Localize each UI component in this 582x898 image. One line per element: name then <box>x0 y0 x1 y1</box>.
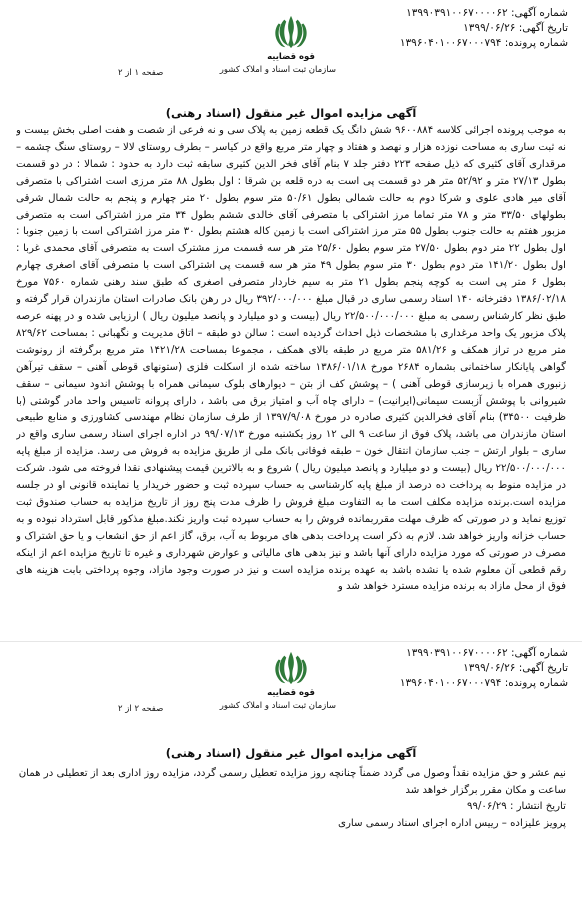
notice-title: آگهی مزایده اموال غیر منقول (اسناد رهنی) <box>165 746 417 760</box>
notice-meta <box>400 6 568 51</box>
file-number: شماره پرونده: ۱۳۹۶۰۴۰۱۰۰۶۷۰۰۰۷۹۴ <box>399 37 568 49</box>
iran-emblem-icon <box>272 650 310 686</box>
notice-body: به موجب پرونده اجرائی کلاسه ۹۶۰۰۸۸۴ شش دانگ یک قطعه زمین به پلاک سی و نه فرعی از شصت و هفت اصلی بخش بیست و نه ثبت ساری به مساحت نوزده هزار و نهصد و هفتاد و چهار متر مربع واقع در کیاسر – بطرف روستای لالا – روستای سنگ چشمه – مرقداری آقای کثیری که ذیل صفحه ۲۲۳ دفتر جلد ۷ بنام آقای فخر الدین کثیری سابقه ثبت دارد به حدود : شمالا : در دو قسمت بطول ۲۷/۱۳ متر و ۵۲/۹۲ متر هر دو قسمت پی است به دره قلعه بن شرقا : اول بطول ۸۸ متر مرزی است اشتراکی با متصرفی آقای میر هادی علوی و شرکا دوم به حالت شمالی بطول ۵۰/۶۱ متر سوم بطول ۲۰ متر چهارم و پنجم به حالت شمال شرقی بطولهای ۳۳/۵۰ متر و ۷۸ متر تماما مرز اشتراکی با متصرفی آقای خالدی ششم بطول ۳۴ متر مرز اشتراکی است به متصرفی مزبور هفتم به حالت جنوب بطول ۵۵ متر مرز اشتراکی است با زمین کاله هشتم بطول ۳۰ متر مرز اشتراکی است با زمین جنوبا : اول بطول ۲۲ متر دوم بطول ۲۷/۵۰ متر سوم بطول ۲۵/۶۰ متر هر سه قسمت مرز مشترک است به متصرفی آقای محمدی غربا : اول بطول ۱۴۱/۲۰ متر دوم بطول ۳۰ متر سوم بطول ۴۹ متر هر سه قسمت پی اشتراکی است با متصرفی آقای اصغری چهارم بطول ۶ متر پی است به کوچه پنجم بطول ۲۱ متر به سیم خاردار متصرفی اصغری که طبق سند رهنی شماره ۷۵۶۰ مورخ ۱۳۸۶/۰۲/۱۸ دفترخانه ۱۴۰ اسناد رسمی ساری در قبال مبلغ ۳۹۲/۰۰۰/۰۰۰ ریال در رهن بانک صادرات استان مازندران قرار گرفته و طبق نظر کارشناس رسمی به مبلغ ۲۲/۵۰۰/۰۰۰/۰۰۰ ریال (بیست و دو میلیارد و پانصد میلیون ریال ) ارزیابی شده و در پهنه عرصه پلاک مزبور یک واحد مرغداری با مشخصات ذیل احداث گردیده است : سالن دو طبقه – اتاق مدیریت و نگهبانی : بمساحت ۸۲۹/۶۲ متر مربع در تراز همکف و ۵۸۱/۲۶ متر مربع در طبقه بالای همکف ، مجموعا بمساحت ۱۴۲۱/۲۸ متر مربع برگرفته از رونوشت گواهی پایانکار ساختمانی بشماره ۲۶۸۴ مورخ ۱۳۸۶/۰۱/۱۸ ساخته شده از اسکلت فلزی (ستونهای قوطی آهنی – سقف تیرآهن زنبوری همراه با زیرسازی قوطی آهنی ) – پوشش کف از بتن – دیوارهای بلوک سیمانی همراه با پوشش اندود سیمانی – سقف شیروانی با پوشش آزبست سیمانی(ایرانیت) – دارای چاه آب و امتیاز برق می باشد ، دارای پروانه تاسیس واحد مادر گوشتی (با ظرفیت ۳۴۵۰۰) بنام آقای فخرالدین کثیری صادره در مورخ ۱۳۹۷/۹/۰۸ از طرف سازمان نظام مهندسی کشاورزی و منابع طبیعی استان مازندران می باشد، پلاک فوق از ساعت ۹ الی ۱۲ روز یکشنبه مورخ ۹۹/۰۷/۱۳ در اداره اجرای اسناد رسمی ساری واقع در ساری – بلوار ارتش – جنب سازمان انتقال خون – طبقه فوقانی بانک ملی از طریق مزایده به فروش می رسد. مزایده از مبلغ پایه ۲۲/۵۰۰/۰۰۰/۰۰۰ ریال (بیست و دو میلیارد و پانصد میلیون ریال ) شروع و به بالاترین قیمت پیشنهادی نقدا فروخته می شود. شرکت در مزایده منوط به پرداخت ده درصد از مبلغ پایه کارشناسی به حساب سپرده ثبت و حضور خریدار یا نماینده قانونی او در جلسه مزایده است.برنده مزایده مکلف است ما به التفاوت مبلغ فروش را ظرف مدت پنج روز از تاریخ مزایده به حساب صندوق ثبت توزیع نماید و در صورتی که ظرف مهلت مقرربمانده فروش را به حساب سپرده ثبت واریز نکند.مبلغ مذکور قابل استرداد نبوده و به حساب خزانه واریز خواهد شد. لازم به ذکر است پرداخت بدهی های مربوط به آب، برق، گاز اعم از حق انشعاب و یا حق اشتراک و مصرف در صورتی که مورد مزایده دارای آنها باشد و نیز بدهی های مالیاتی و عوارض شهرداری و غیره تا تاریخ مزایده اعم از اینکه رقم قطعی آن معلوم شده یا نشده باشد به عهده برنده مزایده است و نیز در صورت وجود مازاد، وجوه پرداختی بابت هزینه های فوق از محل مازاد به برنده مزایده مسترد خواهد شد و <box>16 125 566 593</box>
file-number: شماره پرونده: ۱۳۹۶۰۴۰۱۰۰۶۷۰۰۰۷۹۴ <box>399 677 568 689</box>
emblem-org-line2: سازمان ثبت اسناد و املاک کشور <box>219 65 336 75</box>
notice-closing <box>16 766 566 832</box>
emblem-block <box>219 650 336 712</box>
signature-line: پرویز علیزاده – رییس اداره اجرای اسناد رسمی ساری <box>338 817 566 829</box>
notice-meta <box>400 646 568 691</box>
notice-title: آگهی مزایده اموال غیر منقول (اسناد رهنی) <box>165 106 417 120</box>
notice-number: شماره آگهی: ۱۳۹۹۰۳۹۱۰۰۶۷۰۰۰۰۶۲ <box>406 647 568 659</box>
emblem-org-line1: قوه قضاییه <box>267 52 315 62</box>
iran-emblem-icon <box>272 14 310 50</box>
page-number: صفحه ۱ از ۲ <box>118 68 164 78</box>
publish-date: تاریخ انتشار : ۹۹/۰۶/۲۹ <box>467 801 566 812</box>
notice-date: تاریخ آگهی: ۱۳۹۹/۰۶/۲۶ <box>463 662 568 674</box>
emblem-block <box>219 14 336 76</box>
notice-number: شماره آگهی: ۱۳۹۹۰۳۹۱۰۰۶۷۰۰۰۰۶۲ <box>406 7 568 19</box>
page-2 <box>0 642 582 898</box>
emblem-org-line1: قوه قضاییه <box>267 688 315 698</box>
emblem-org-line2: سازمان ثبت اسناد و املاک کشور <box>219 701 336 711</box>
closing-paragraph: نیم عشر و حق مزایده نقداً وصول می گردد ضمناً چنانچه روز مزایده تعطیل رسمی گردد، مزایده روز اداری بعد از تعطیلی در همان ساعت و مکان مقرر برگزار خواهد شد <box>18 768 566 796</box>
notice-date: تاریخ آگهی: ۱۳۹۹/۰۶/۲۶ <box>463 22 568 34</box>
page-number: صفحه ۲ از ۲ <box>118 704 164 714</box>
